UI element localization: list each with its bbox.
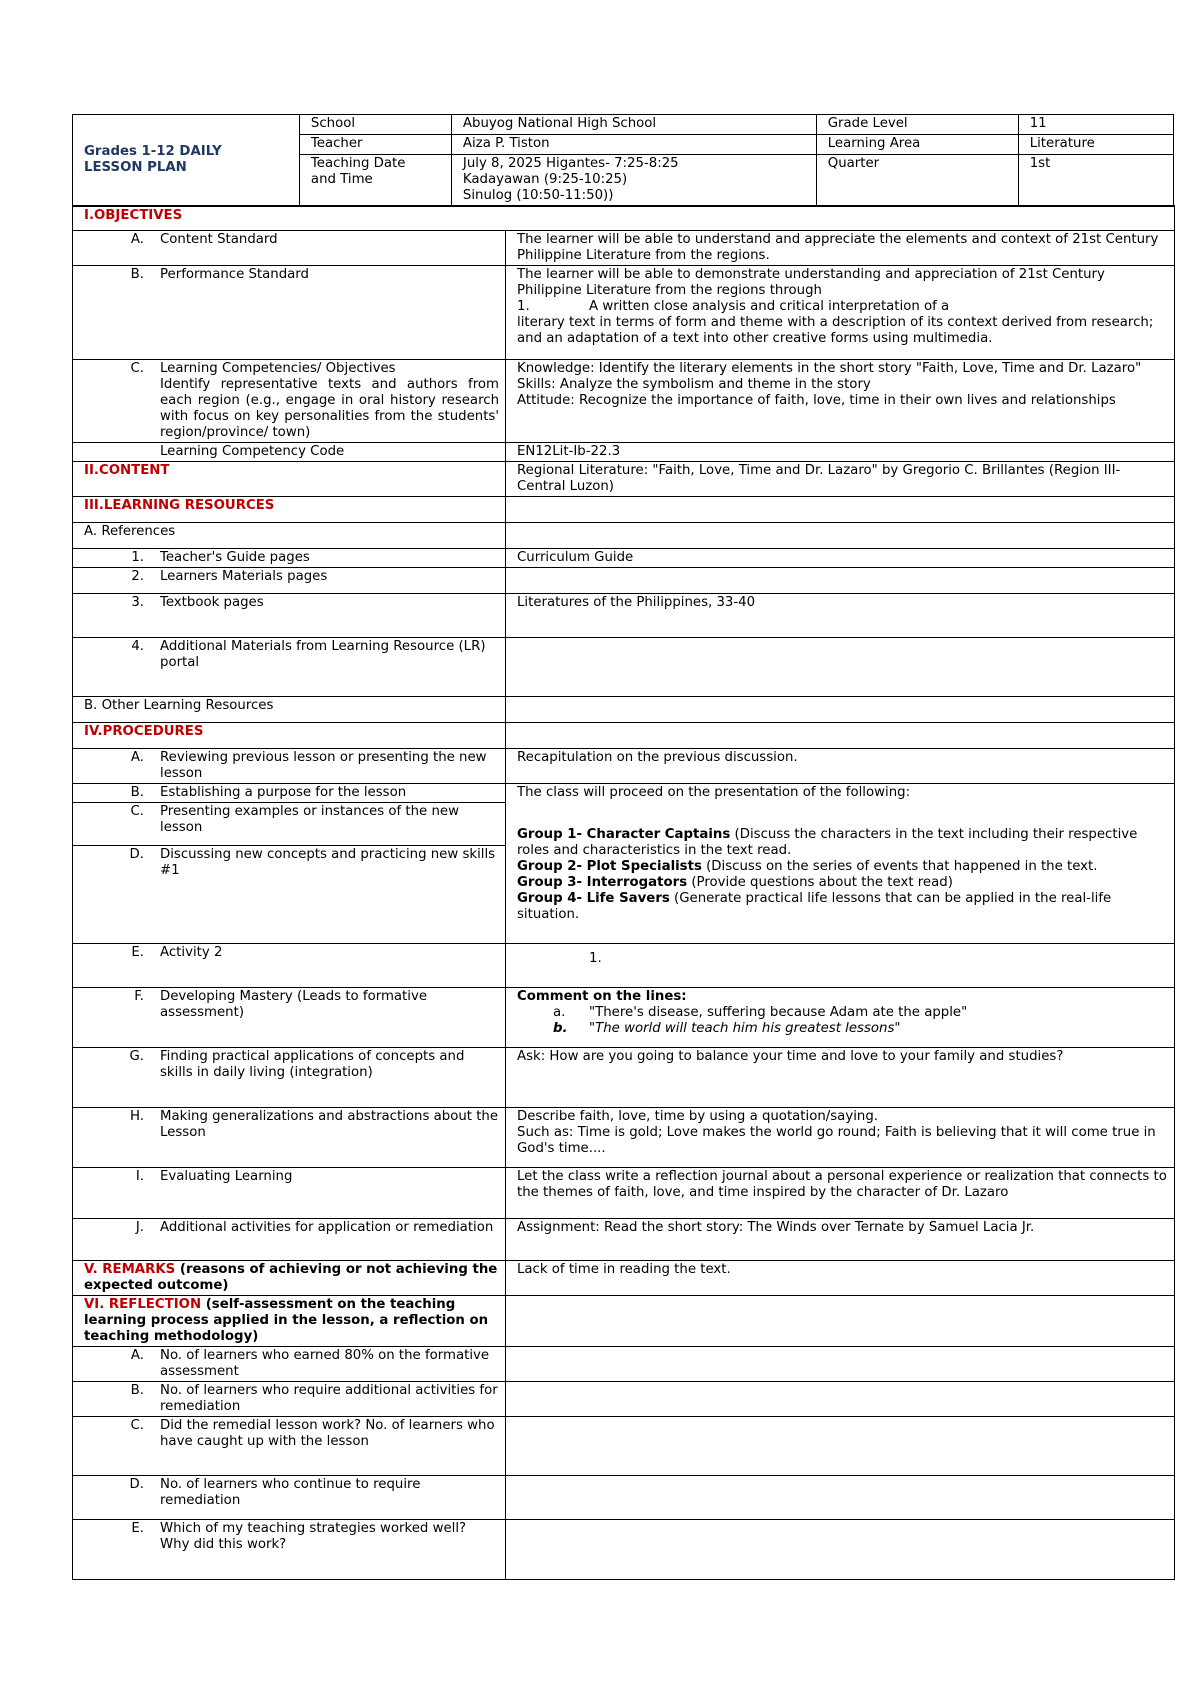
reflection-label: VI. REFLECTION (self-assessment on the teaching learning process applied in the lesson, a reflection on teaching methodology) [73,1295,506,1346]
tg-pages-label: 1. Teacher's Guide pages [73,548,506,567]
proc-c-label: C. Presenting examples or instances of the new lesson [73,802,506,845]
textbook-pages-label: 3. Textbook pages [73,593,506,637]
refl-b-label: B. No. of learners who require additional activities for remediation [73,1381,506,1416]
proc-b-label: B. Establishing a purpose for the lesson [73,783,506,802]
remarks-label: V. REMARKS (reasons of achieving or not achieving the expected outcome) [73,1260,506,1295]
proc-f-label: F. Developing Mastery (Leads to formative assessment) [73,987,506,1047]
proc-h-label: H. Making generalizations and abstractions about the Lesson [73,1107,506,1167]
date-label: Teaching Date and Time [299,155,451,206]
content-value: Regional Literature: "Faith, Love, Time and Dr. Lazaro" by Gregorio C. Brillantes (Region III-Central Luzon) [506,461,1175,496]
tg-pages-value: Curriculum Guide [506,548,1175,567]
proc-h-value: Describe faith, love, time by using a quotation/saying. Such as: Time is gold; Love makes the world go round; Faith is believing that it will come true in God's time.... [506,1107,1175,1167]
proc-i-value: Let the class write a reflection journal about a personal experience or realization that connects to the themes of faith, love, and time inspired by the character of Dr. Lazaro [506,1167,1175,1218]
refl-d-label: D. No. of learners who continue to require remediation [73,1475,506,1519]
references-label: A. References [73,522,506,548]
proc-g-value: Ask: How are you going to balance your time and love to your family and studies? [506,1047,1175,1107]
area-label: Learning Area [816,135,1018,155]
other-resources-label: B. Other Learning Resources [73,696,506,722]
grade-label: Grade Level [816,115,1018,135]
lr-portal-label: 4. Additional Materials from Learning Resource (LR) portal [73,637,506,696]
teacher-value: Aiza P. Tiston [451,135,816,155]
performance-standard-value: The learner will be able to demonstrate understanding and appreciation of 21st Century Philippine Literature from the regions through 1. A written close analysis and critical interpretation of a literary text in terms of form and theme with a description of its context derived from research; and an adaptation of a text into other creative forms using multimedia. [506,265,1175,359]
content-standard-value: The learner will be able to understand and appreciate the elements and context of 21st Century Philippine Literature from the regions. [506,230,1175,265]
content-standard-label: A. Content Standard [73,230,506,265]
proc-a-value: Recapitulation on the previous discussion. [506,748,1175,783]
teacher-label: Teacher [299,135,451,155]
date-value: July 8, 2025 Higantes- 7:25-8:25 Kadayawan (9:25-10:25) Sinulog (10:50-11:50)) [451,155,816,206]
proc-j-label: J. Additional activities for application or remediation [73,1218,506,1260]
resources-heading: III.LEARNING RESOURCES [73,496,506,522]
proc-g-label: G. Finding practical applications of concepts and skills in daily living (integration) [73,1047,506,1107]
competency-code-label: Learning Competency Code [73,442,506,461]
competencies-label: C. Learning Competencies/ Objectives Identify representative texts and authors from each region (e.g., engage in oral history research with focus on key personalities from the students' region/province/ town) [73,359,506,442]
refl-a-label: A. No. of learners who earned 80% on the formative assessment [73,1346,506,1381]
proc-e-value: 1. [506,943,1175,987]
content-heading: II.CONTENT [73,461,506,496]
header-table [72,114,1174,206]
grade-value: 11 [1018,115,1173,135]
main-table [72,205,1175,1580]
refl-c-label: C. Did the remedial lesson work? No. of learners who have caught up with the lesson [73,1416,506,1475]
remarks-value: Lack of time in reading the text. [506,1260,1175,1295]
competencies-value: Knowledge: Identify the literary elements in the short story "Faith, Love, Time and Dr. Lazaro" Skills: Analyze the symbolism and theme in the story Attitude: Recognize the importance of faith, love, time in their own lives and relationships [506,359,1175,442]
proc-f-value: Comment on the lines: a. "There's disease, suffering because Adam ate the apple" b. "The world will teach him his greatest lessons" [506,987,1175,1047]
proc-i-label: I. Evaluating Learning [73,1167,506,1218]
competency-code-value: EN12Lit-Ib-22.3 [506,442,1175,461]
objectives-heading: I.OBJECTIVES [73,206,1175,230]
school-value: Abuyog National High School [451,115,816,135]
proc-e-label: E. Activity 2 [73,943,506,987]
refl-e-label: E. Which of my teaching strategies worked well? Why did this work? [73,1519,506,1579]
quarter-label: Quarter [816,155,1018,206]
proc-j-value: Assignment: Read the short story: The Winds over Ternate by Samuel Lacia Jr. [506,1218,1175,1260]
quarter-value: 1st [1018,155,1173,206]
area-value: Literature [1018,135,1173,155]
procedures-heading: IV.PROCEDURES [73,722,506,748]
plan-title: Grades 1-12 DAILY LESSON PLAN [73,115,300,206]
lesson-plan-page [72,114,1174,1580]
lm-pages-label: 2. Learners Materials pages [73,567,506,593]
performance-standard-label: B. Performance Standard [73,265,506,359]
textbook-pages-value: Literatures of the Philippines, 33-40 [506,593,1175,637]
proc-d-label: D. Discussing new concepts and practicing new skills #1 [73,845,506,943]
proc-a-label: A. Reviewing previous lesson or presenting the new lesson [73,748,506,783]
proc-bcd-value: The class will proceed on the presentation of the following: Group 1- Character Captains (Discuss the characters in the text including their respective roles and characteristics in the text read. Group 2- Plot Specialists (Discuss on the series of events that happened in the text. Group 3- Interrogators (Provide questions about the text read) Group 4- Life Savers (Generate practical life lessons that can be applied in the real-life situation. [506,783,1175,943]
school-label: School [299,115,451,135]
